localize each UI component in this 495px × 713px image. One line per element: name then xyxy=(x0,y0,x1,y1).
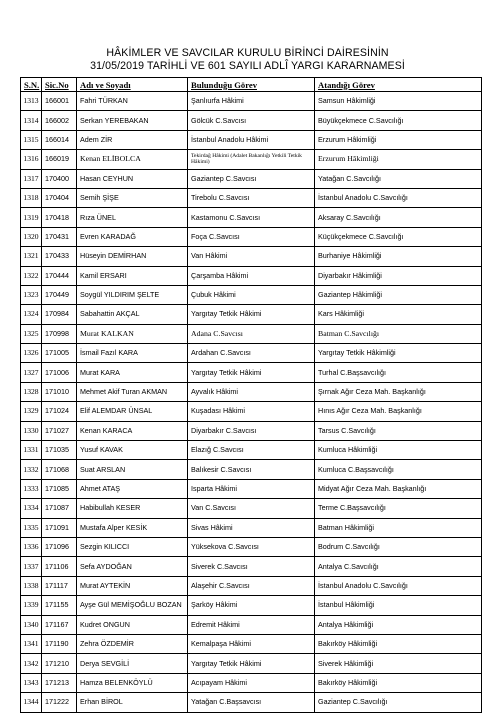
cell-current-post: İstanbul Anadolu Hâkimi xyxy=(188,130,315,149)
cell-current-post: Acıpayam Hâkimi xyxy=(188,673,315,692)
cell-sn: 1315 xyxy=(21,130,42,149)
cell-assigned-post: Bakırköy Hâkimliği xyxy=(315,673,482,692)
cell-sn: 1316 xyxy=(21,150,42,169)
table-row xyxy=(21,421,482,440)
cell-current-post: Yargıtay Tetkik Hâkimi xyxy=(188,654,315,673)
table-row xyxy=(21,654,482,673)
cell-sn: 1344 xyxy=(21,693,42,712)
cell-sicil-no: 170404 xyxy=(42,188,77,207)
cell-sicil-no: 171096 xyxy=(42,537,77,556)
cell-assigned-post: Antalya Hâkimliği xyxy=(315,615,482,634)
table-row xyxy=(21,615,482,634)
cell-sicil-no: 171005 xyxy=(42,344,77,363)
cell-sicil-no: 171027 xyxy=(42,421,77,440)
cell-assigned-post: Turhal C.Başsavcılığı xyxy=(315,363,482,382)
cell-current-post: Elazığ C.Savcısı xyxy=(188,441,315,460)
cell-sn: 1334 xyxy=(21,499,42,518)
table-row xyxy=(21,266,482,285)
cell-current-post: Foça C.Savcısı xyxy=(188,227,315,246)
cell-sn: 1327 xyxy=(21,363,42,382)
cell-assigned-post: Bodrum C.Savcılığı xyxy=(315,537,482,556)
table-row xyxy=(21,363,482,382)
cell-name: Sezgin KILICCI xyxy=(77,537,188,556)
cell-sn: 1342 xyxy=(21,654,42,673)
cell-name: Soygül YILDIRIM ŞELTE xyxy=(77,285,188,304)
table-header-row xyxy=(21,78,482,92)
cell-sicil-no: 166019 xyxy=(42,150,77,169)
cell-sn: 1337 xyxy=(21,557,42,576)
cell-sn: 1343 xyxy=(21,673,42,692)
cell-assigned-post: Midyat Ağır Ceza Mah. Başkanlığı xyxy=(315,479,482,498)
cell-assigned-post: Siverek Hâkimliği xyxy=(315,654,482,673)
cell-assigned-post: İstanbul Anadolu C.Savcılığı xyxy=(315,188,482,207)
header-assigned-post: Atandığı Görev xyxy=(315,78,482,92)
cell-assigned-post: Burhaniye Hâkimliği xyxy=(315,247,482,266)
table-row xyxy=(21,460,482,479)
cell-name: Kamil ERSARI xyxy=(77,266,188,285)
header-current-post: Bulunduğu Görev xyxy=(188,78,315,92)
cell-assigned-post: İstanbul Hâkimliği xyxy=(315,596,482,615)
cell-sicil-no: 170998 xyxy=(42,324,77,343)
cell-name: Hasan CEYHUN xyxy=(77,169,188,188)
table-row xyxy=(21,537,482,556)
cell-sicil-no: 170984 xyxy=(42,305,77,324)
cell-sn: 1314 xyxy=(21,111,42,130)
cell-name: Rıza ÜNEL xyxy=(77,208,188,227)
cell-sn: 1333 xyxy=(21,479,42,498)
cell-sicil-no: 171024 xyxy=(42,402,77,421)
cell-name: Derya SEVGİLİ xyxy=(77,654,188,673)
table-row xyxy=(21,344,482,363)
document-title-line-2: 31/05/2019 TARİHLİ VE 601 SAYILI ADLÎ YARGI KARARNAMESİ xyxy=(90,60,405,72)
cell-current-post: Gaziantep C.Savcısı xyxy=(188,169,315,188)
header-sicil-no: Sic.No xyxy=(42,78,77,92)
cell-assigned-post: Erzurum Hâkimliği xyxy=(315,150,482,169)
cell-name: Serkan YEREBAKAN xyxy=(77,111,188,130)
cell-sicil-no: 170433 xyxy=(42,247,77,266)
cell-name: Sabahattin AKÇAL xyxy=(77,305,188,324)
header-name: Adı ve Soyadı xyxy=(77,78,188,92)
cell-name: Hamza BELENKÖYLÜ xyxy=(77,673,188,692)
cell-sn: 1317 xyxy=(21,169,42,188)
cell-sn: 1330 xyxy=(21,421,42,440)
cell-assigned-post: Batman C.Savcılığı xyxy=(315,324,482,343)
cell-current-post: Gölcük C.Savcısı xyxy=(188,111,315,130)
table-row xyxy=(21,92,482,111)
cell-sicil-no: 171010 xyxy=(42,382,77,401)
cell-assigned-post: Diyarbakır Hâkimliği xyxy=(315,266,482,285)
cell-sicil-no: 171213 xyxy=(42,673,77,692)
cell-sicil-no: 171068 xyxy=(42,460,77,479)
cell-sicil-no: 171155 xyxy=(42,596,77,615)
cell-sicil-no: 171190 xyxy=(42,634,77,653)
table-row xyxy=(21,188,482,207)
table-row xyxy=(21,130,482,149)
table-row xyxy=(21,227,482,246)
table-row xyxy=(21,402,482,421)
cell-sn: 1324 xyxy=(21,305,42,324)
cell-assigned-post: Batman Hâkimliği xyxy=(315,518,482,537)
cell-sn: 1331 xyxy=(21,441,42,460)
cell-current-post: Adana C.Savcısı xyxy=(188,324,315,343)
cell-assigned-post: Antalya C.Savcılığı xyxy=(315,557,482,576)
cell-current-post: Sivas Hâkimi xyxy=(188,518,315,537)
table-row xyxy=(21,169,482,188)
cell-current-post: Şarköy Hâkimi xyxy=(188,596,315,615)
cell-sicil-no: 171006 xyxy=(42,363,77,382)
table-row xyxy=(21,673,482,692)
cell-name: Habibullah KESER xyxy=(77,499,188,518)
cell-name: Semih ŞİŞE xyxy=(77,188,188,207)
cell-current-post: Van C.Savcısı xyxy=(188,499,315,518)
cell-current-post: Tirebolu C.Savcısı xyxy=(188,188,315,207)
cell-sicil-no: 171167 xyxy=(42,615,77,634)
cell-sn: 1340 xyxy=(21,615,42,634)
table-row xyxy=(21,208,482,227)
cell-sn: 1341 xyxy=(21,634,42,653)
cell-name: Kenan ELİBOLCA xyxy=(77,150,188,169)
cell-assigned-post: Kumluca C.Başsavcılığı xyxy=(315,460,482,479)
cell-sicil-no: 171106 xyxy=(42,557,77,576)
cell-assigned-post: İstanbul Anadolu C.Savcılığı xyxy=(315,576,482,595)
cell-sn: 1329 xyxy=(21,402,42,421)
cell-name: Evren KARADAĞ xyxy=(77,227,188,246)
cell-assigned-post: Tarsus C.Savcılığı xyxy=(315,421,482,440)
cell-current-post: Diyarbakır C.Savcısı xyxy=(188,421,315,440)
cell-name: Zehra ÖZDEMİR xyxy=(77,634,188,653)
cell-name: Hüseyin DEMİRHAN xyxy=(77,247,188,266)
cell-sicil-no: 170444 xyxy=(42,266,77,285)
cell-sicil-no: 166014 xyxy=(42,130,77,149)
cell-current-post: Yargıtay Tetkik Hâkimi xyxy=(188,305,315,324)
cell-sicil-no: 166001 xyxy=(42,92,77,111)
cell-sicil-no: 170449 xyxy=(42,285,77,304)
cell-assigned-post: Samsun Hâkimliği xyxy=(315,92,482,111)
cell-name: Mehmet Akif Turan AKMAN xyxy=(77,382,188,401)
table-row xyxy=(21,499,482,518)
cell-current-post: Edremit Hâkimi xyxy=(188,615,315,634)
cell-name: Ahmet ATAŞ xyxy=(77,479,188,498)
cell-sn: 1319 xyxy=(21,208,42,227)
table-row xyxy=(21,576,482,595)
cell-assigned-post: Büyükçekmece C.Savcılığı xyxy=(315,111,482,130)
cell-sn: 1339 xyxy=(21,596,42,615)
cell-sicil-no: 171222 xyxy=(42,693,77,712)
cell-sn: 1313 xyxy=(21,92,42,111)
header-sn: S.N. xyxy=(21,78,42,92)
cell-assigned-post: Erzurum Hâkimliği xyxy=(315,130,482,149)
table-row xyxy=(21,634,482,653)
cell-sn: 1326 xyxy=(21,344,42,363)
cell-assigned-post: Yargıtay Tetkik Hâkimliği xyxy=(315,344,482,363)
table-row xyxy=(21,247,482,266)
cell-current-post: Kuşadası Hâkimi xyxy=(188,402,315,421)
table-row xyxy=(21,324,482,343)
cell-current-post: Isparta Hâkimi xyxy=(188,479,315,498)
cell-current-post: Yatağan C.Başsavcısı xyxy=(188,693,315,712)
cell-current-post: Yargıtay Tetkik Hâkimi xyxy=(188,363,315,382)
cell-sicil-no: 170418 xyxy=(42,208,77,227)
cell-name: Murat KALKAN xyxy=(77,324,188,343)
cell-assigned-post: Aksaray C.Savcılığı xyxy=(315,208,482,227)
table-body xyxy=(21,92,482,713)
table-row xyxy=(21,111,482,130)
cell-sicil-no: 166002 xyxy=(42,111,77,130)
table-row xyxy=(21,305,482,324)
table-row xyxy=(21,518,482,537)
cell-name: Kudret ONGUN xyxy=(77,615,188,634)
cell-current-post: Ayvalık Hâkimi xyxy=(188,382,315,401)
cell-name: Kenan KARACA xyxy=(77,421,188,440)
cell-sicil-no: 171087 xyxy=(42,499,77,518)
cell-assigned-post: Küçükçekmece C.Savcılığı xyxy=(315,227,482,246)
cell-sicil-no: 170431 xyxy=(42,227,77,246)
cell-assigned-post: Kars Hâkimliği xyxy=(315,305,482,324)
cell-sicil-no: 171091 xyxy=(42,518,77,537)
cell-sn: 1322 xyxy=(21,266,42,285)
cell-sn: 1323 xyxy=(21,285,42,304)
cell-current-post: Balıkesir C.Savcısı xyxy=(188,460,315,479)
cell-name: Erhan BİROL xyxy=(77,693,188,712)
cell-name: Fahri TÜRKAN xyxy=(77,92,188,111)
cell-sn: 1320 xyxy=(21,227,42,246)
cell-name: Mustafa Alper KESİK xyxy=(77,518,188,537)
appointments-table xyxy=(20,77,482,713)
cell-current-post: Ardahan C.Savcısı xyxy=(188,344,315,363)
cell-assigned-post: Hınıs Ağır Ceza Mah. Başkanlığı xyxy=(315,402,482,421)
table-row xyxy=(21,150,482,169)
cell-current-post: Siverek C.Savcısı xyxy=(188,557,315,576)
cell-sn: 1336 xyxy=(21,537,42,556)
cell-assigned-post: Kumluca Hâkimliği xyxy=(315,441,482,460)
cell-current-post: Kastamonu C.Savcısı xyxy=(188,208,315,227)
table-row xyxy=(21,441,482,460)
cell-sicil-no: 171085 xyxy=(42,479,77,498)
cell-name: İsmail Fazıl KARA xyxy=(77,344,188,363)
cell-sicil-no: 171117 xyxy=(42,576,77,595)
cell-assigned-post: Bakırköy Hâkimliği xyxy=(315,634,482,653)
cell-current-post: Alaşehir C.Savcısı xyxy=(188,576,315,595)
cell-name: Sefa AYDOĞAN xyxy=(77,557,188,576)
cell-sicil-no: 171210 xyxy=(42,654,77,673)
table-row xyxy=(21,596,482,615)
cell-name: Yusuf KAVAK xyxy=(77,441,188,460)
cell-current-post: Yüksekova C.Savcısı xyxy=(188,537,315,556)
cell-current-post: Van Hâkimi xyxy=(188,247,315,266)
cell-assigned-post: Yatağan C.Savcılığı xyxy=(315,169,482,188)
cell-name: Murat KARA xyxy=(77,363,188,382)
cell-sicil-no: 171035 xyxy=(42,441,77,460)
table-row xyxy=(21,557,482,576)
cell-name: Suat ARSLAN xyxy=(77,460,188,479)
cell-current-post: Çarşamba Hâkimi xyxy=(188,266,315,285)
cell-sn: 1335 xyxy=(21,518,42,537)
cell-current-post: Çubuk Hâkimi xyxy=(188,285,315,304)
cell-name: Ayşe Gül MEMİŞOĞLU BOZAN xyxy=(77,596,188,615)
table-row xyxy=(21,382,482,401)
cell-assigned-post: Gaziantep C.Savcılığı xyxy=(315,693,482,712)
cell-name: Adem ZİR xyxy=(77,130,188,149)
cell-sn: 1332 xyxy=(21,460,42,479)
cell-name: Elif ALEMDAR ÜNSAL xyxy=(77,402,188,421)
cell-name: Murat AYTEKİN xyxy=(77,576,188,595)
cell-sicil-no: 170400 xyxy=(42,169,77,188)
cell-current-post: Kemalpaşa Hâkimi xyxy=(188,634,315,653)
cell-sn: 1328 xyxy=(21,382,42,401)
cell-current-post: Şanlıurfa Hâkimi xyxy=(188,92,315,111)
table-row xyxy=(21,285,482,304)
table-row xyxy=(21,693,482,712)
cell-assigned-post: Terme C.Başsavcılığı xyxy=(315,499,482,518)
cell-sn: 1321 xyxy=(21,247,42,266)
document-title-line-1: HÂKİMLER VE SAVCILAR KURULU BİRİNCİ DAİRESİNİN xyxy=(106,47,389,59)
cell-sn: 1325 xyxy=(21,324,42,343)
table-row xyxy=(21,479,482,498)
cell-assigned-post: Gaziantep Hâkimliği xyxy=(315,285,482,304)
cell-sn: 1338 xyxy=(21,576,42,595)
cell-assigned-post: Şırnak Ağır Ceza Mah. Başkanlığı xyxy=(315,382,482,401)
cell-sn: 1318 xyxy=(21,188,42,207)
cell-current-post: Tekirdağ Hâkimi (Adalet Bakanlığı Yetkili Tetkik Hâkimi) xyxy=(188,150,315,169)
